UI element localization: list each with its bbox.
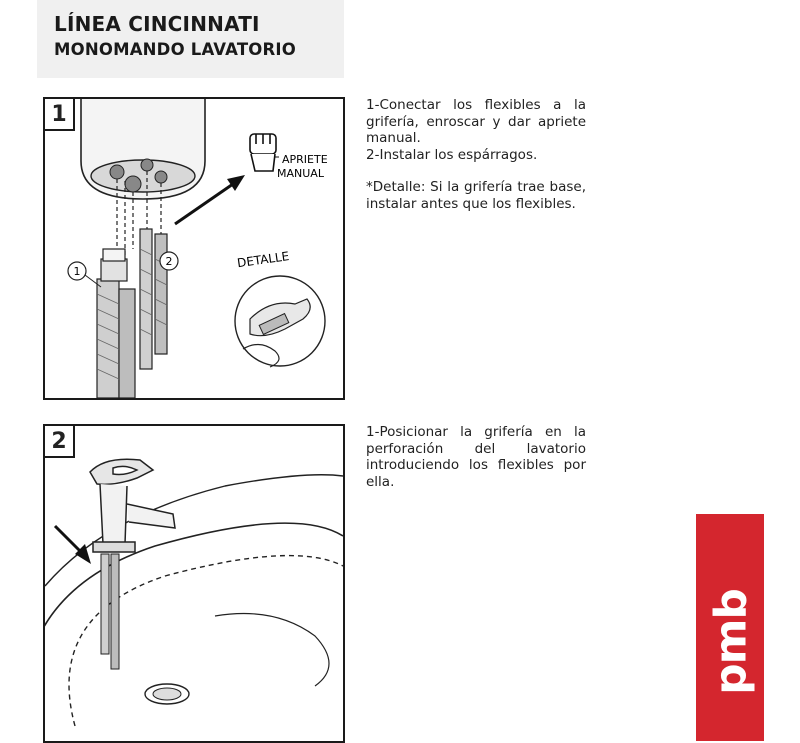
hole-icon (141, 159, 153, 171)
step-2-diagram (45, 426, 343, 741)
step-2-illustration (43, 424, 345, 743)
manual-label: MANUAL (277, 167, 324, 180)
hole-icon (110, 165, 124, 179)
step-1-text-2: 2-Instalar los espárragos. (366, 146, 538, 163)
step-1-number: 1 (43, 97, 75, 131)
step-1-instructions (366, 97, 586, 212)
basin-dashed (69, 556, 343, 726)
step-1-diagram (45, 99, 343, 398)
callout-1-label: 1 (73, 265, 81, 278)
apriete-label: APRIETE (282, 153, 328, 166)
hole-icon (125, 176, 141, 192)
document-subtitle: MONOMANDO LAVATORIO (54, 40, 297, 59)
step-2-number: 2 (43, 424, 75, 458)
document-title: LÍNEA CINCINNATI (54, 12, 260, 36)
callout-2-label: 2 (165, 255, 173, 268)
step-1-illustration (43, 97, 345, 400)
brand-logo: pmb (705, 589, 757, 695)
arrow-icon (227, 175, 245, 191)
fist-icon (250, 134, 276, 171)
step-1-text-1: 1-Conectar los flexibles a la grifería, enroscar y dar apriete manual. (366, 97, 586, 146)
detalle-label: DETALLE (236, 249, 291, 271)
step-1-note: *Detalle: Si la grifería trae base, instalar antes que los flexibles. (366, 179, 586, 212)
hole-icon (155, 171, 167, 183)
step-2-text-1: 1-Posicionar la grifería en la perforación del lavatorio introduciendo los flexibles por ella. (366, 424, 586, 490)
step-2-instructions (366, 424, 586, 490)
